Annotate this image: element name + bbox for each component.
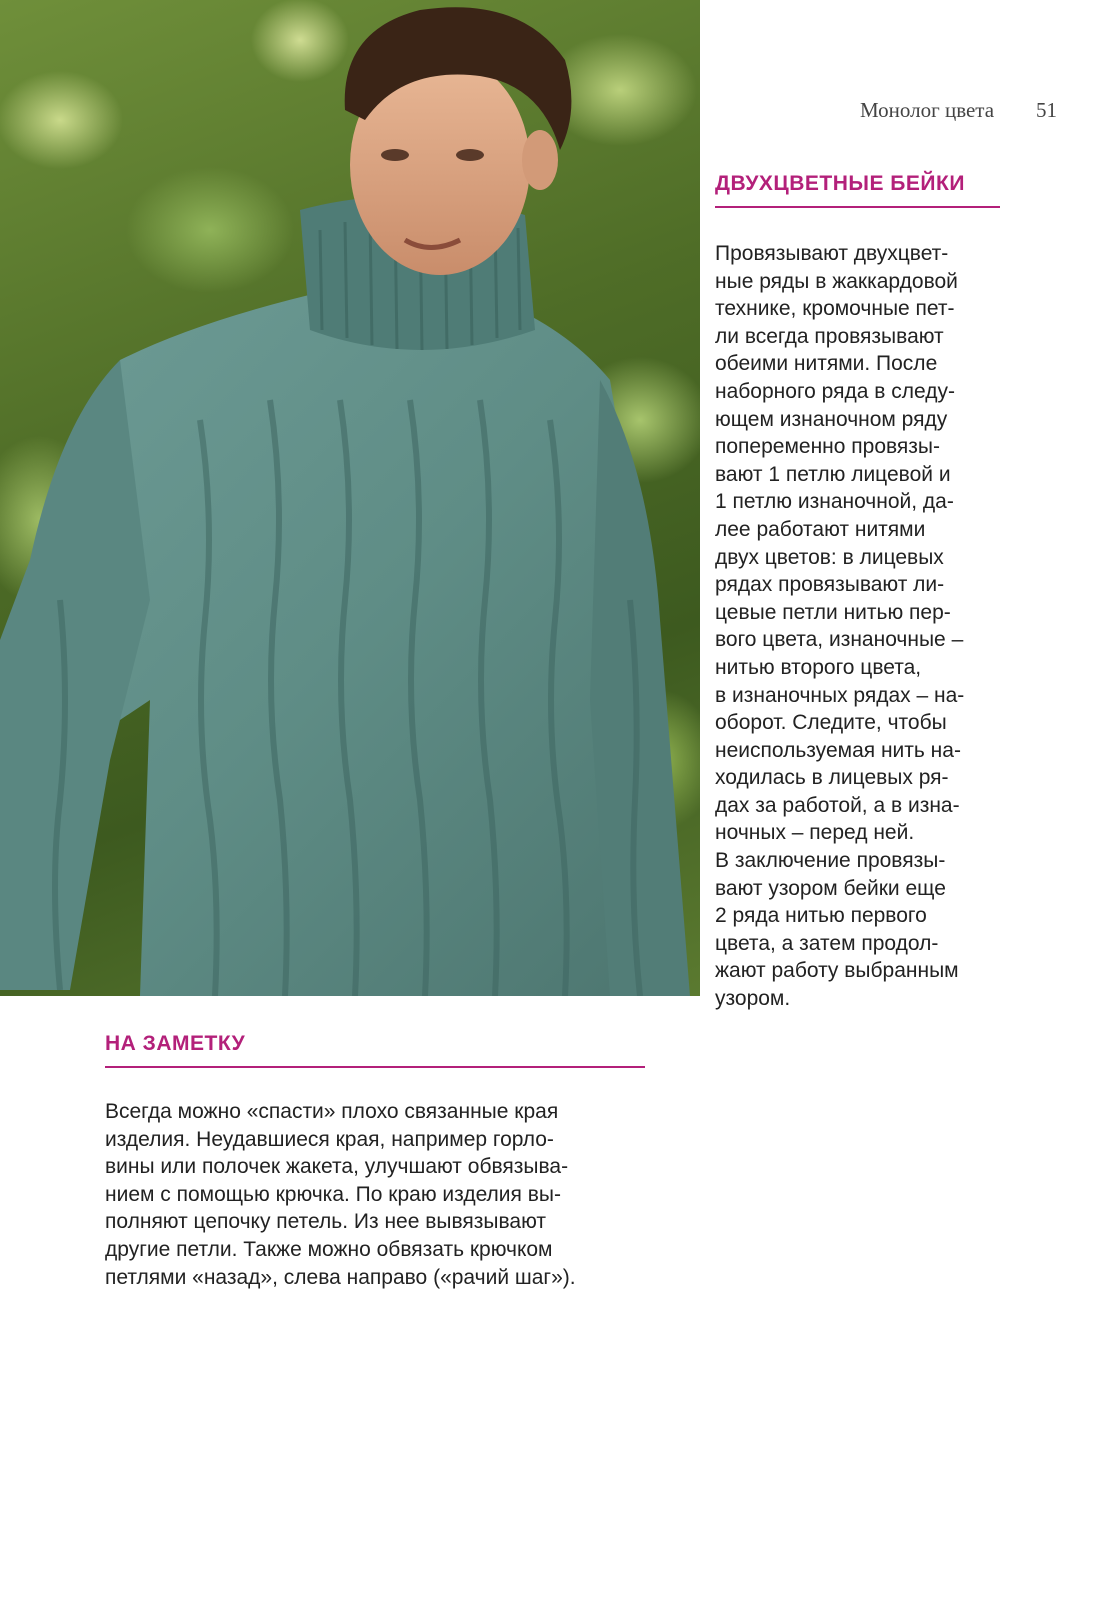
text-line: ночных – перед ней. [715,821,915,845]
section-heading-two-color-bindings: ДВУХЦВЕТНЫЕ БЕЙКИ [715,172,965,195]
text-line: Всегда можно «спасти» плохо связанные края [105,1100,559,1123]
text-line: петлями «назад», слева направо («рачий шаг»). [105,1265,576,1289]
text-line: цвета, а затем продол- [715,931,939,955]
text-line: нитью второго цвета, [715,655,922,679]
text-line: ные ряды в жаккардовой [715,269,958,293]
text-line: узором. [715,987,791,1011]
text-line: дах за работой, а в изна- [715,793,960,817]
text-line: наборного ряда в следу- [715,379,955,403]
text-line: вают узором бейки еще [715,876,946,900]
running-head: Монолог цвета [860,98,995,122]
text-line: в изнаночных рядах – на- [715,683,965,707]
page-number: 51 [1036,98,1057,122]
section-heading-note: НА ЗАМЕТКУ [105,1032,246,1055]
text-line: двух цветов: в лицевых [715,545,944,569]
heading-underline [715,206,1000,208]
sweater-illustration [0,0,700,996]
text-line: попеременно провязы- [715,435,941,459]
text-line: изделия. Неудавшиеся края, например горло- [105,1127,554,1151]
text-line: вого цвета, изнаночные – [715,628,964,652]
heading-underline [105,1066,645,1068]
text-line: 2 ряда нитью первого [715,904,927,928]
photo-man-in-cable-knit-sweater [0,0,700,996]
note-text [105,1098,576,1291]
text-line: ющем изнаночном ряду [715,407,948,431]
text-line: неиспользуемая нить на- [715,738,961,762]
text-line: обеими нитями. После [715,352,938,376]
text-line: ли всегда провязывают [715,324,944,348]
text-line: цевые петли нитью пер- [715,600,951,624]
text-line: ходилась в лицевых ря- [715,766,949,790]
text-line: рядах провязывают ли- [715,573,945,597]
text-line: жают работу выбранным [715,959,959,983]
text-line: оборот. Следите, чтобы [715,711,947,735]
two-color-bindings-text [715,240,964,1013]
text-line: 1 петлю изнаночной, да- [715,490,954,514]
text-line: нием с помощью крючка. По краю изделия вы- [105,1182,561,1206]
text-line: вины или полочек жакета, улучшают обвязыва- [105,1155,569,1179]
text-line: Провязывают двухцвет- [715,242,949,265]
text-line: лее работают нитями [715,517,926,541]
text-line: полняют цепочку петель. Из нее вывязывают [105,1210,547,1234]
text-line: технике, кромочные пет- [715,297,955,321]
text-line: вают 1 петлю лицевой и [715,462,951,486]
text-line: другие петли. Также можно обвязать крючком [105,1237,553,1261]
text-line: В заключение провязы- [715,849,946,873]
